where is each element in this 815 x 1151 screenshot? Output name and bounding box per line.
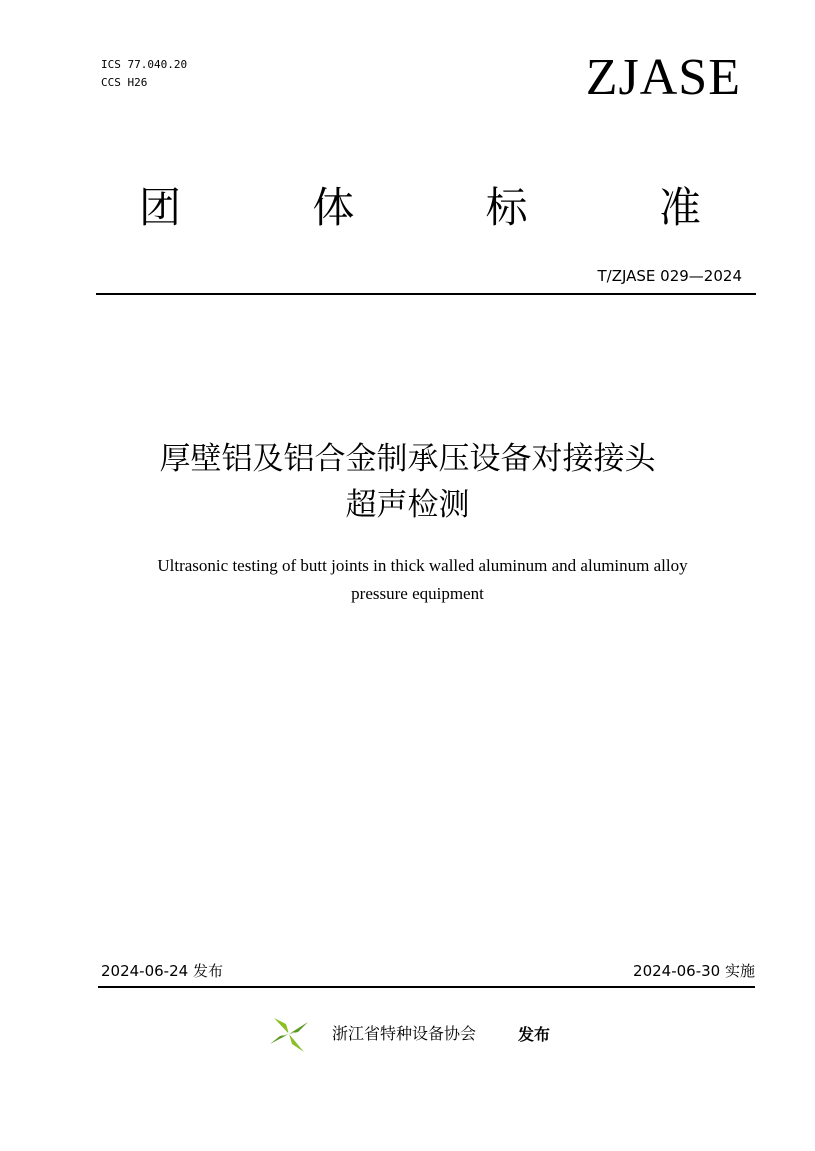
publisher-name: 浙江省特种设备协会 [332,1026,477,1043]
publish-action: 发布 [518,1025,551,1044]
standard-type-heading [120,180,720,236]
org-mark: ZJASE [585,49,741,106]
standard-type-char: 准 [658,183,701,232]
standard-type-char: 体 [312,183,355,232]
title-zh-line2: 超声检测 [345,487,470,523]
top-divider [96,293,756,295]
title-zh-line1: 厚壁铝及铝合金制承压设备对接接头 [159,441,656,477]
implementation-date: 2024-06-30 实施 [633,962,755,980]
ccs-code: CCS H26 [101,76,148,89]
logo-lettering: ZJASE [283,1031,295,1037]
title-en-line2: pressure equipment [351,584,484,603]
standard-type-char: 标 [485,183,528,232]
ics-code: ICS 77.040.20 [101,58,188,71]
title-en-line1: Ultrasonic testing of butt joints in thick walled aluminum and aluminum alloy [157,556,688,575]
issue-date: 2024-06-24 发布 [101,962,223,980]
standard-number: T/ZJASE 029—2024 [597,267,742,285]
bottom-divider [98,986,755,988]
association-logo-icon [268,1014,310,1054]
standard-type-char: 团 [138,183,181,232]
